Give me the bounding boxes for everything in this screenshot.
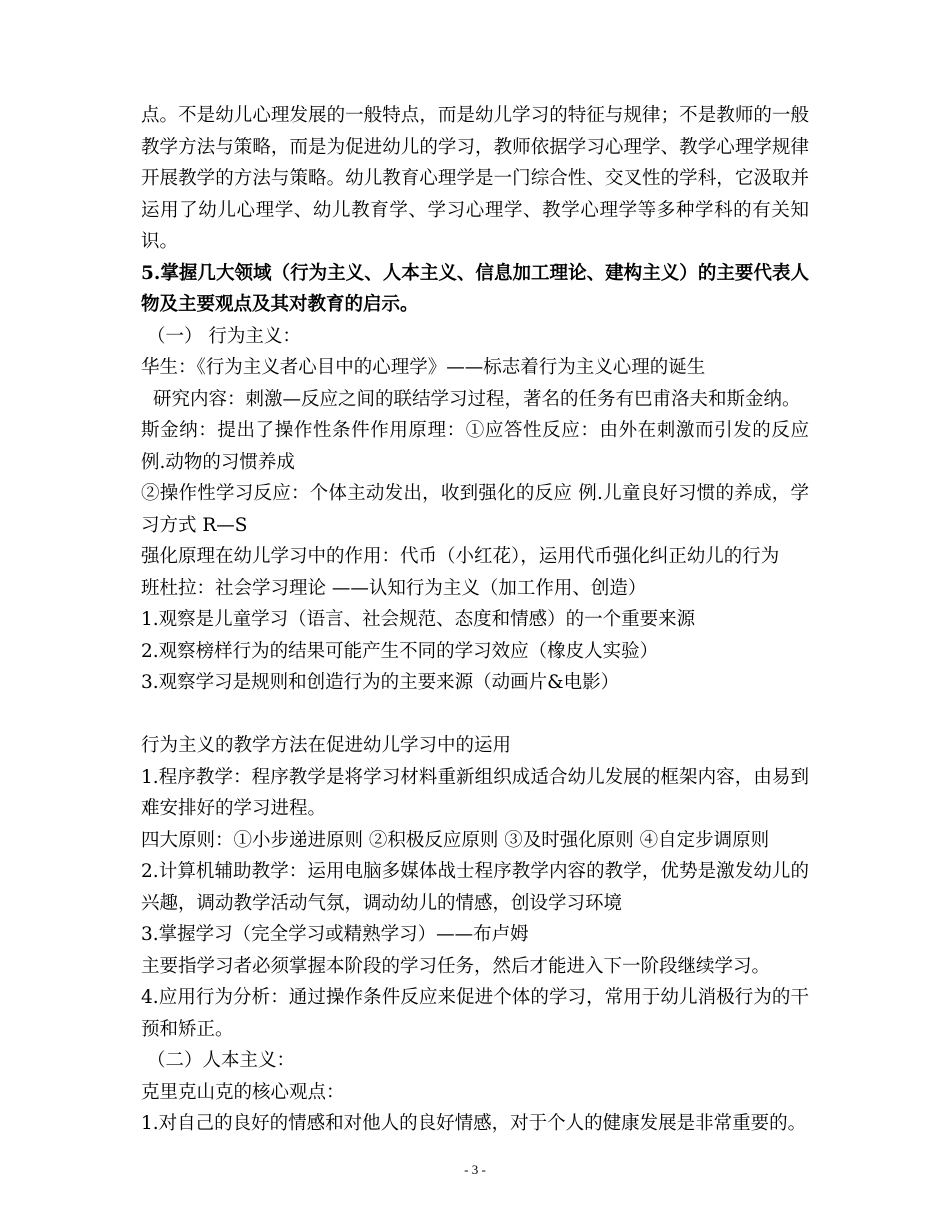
- text-line: 预和矫正。: [141, 1018, 234, 1040]
- text-line: 兴趣，调动教学活动气氛，调动幼儿的情感，创设学习环境: [141, 892, 623, 914]
- text-line: 2.观察榜样行为的结果可能产生不同的学习效应（橡皮人实验）: [141, 640, 659, 662]
- text-line: 3.掌握学习（完全学习或精熟学习）——布卢姆: [141, 924, 529, 945]
- text-line: 华生：《行为主义者心目中的心理学》——标志着行为主义心理的诞生: [141, 357, 706, 378]
- document-page: [141, 100, 809, 1140]
- text-line: 四大原则：①小步递进原则 ②积极反应原则 ③及时强化原则 ④自定步调原则: [141, 829, 770, 851]
- text-line: 运用了幼儿心理学、幼儿教育学、学习心理学、教学心理学等多种学科的有关知: [141, 199, 809, 221]
- text-line: 例.动物的习惯养成: [141, 451, 295, 473]
- text-line: 研究内容：刺激—反应之间的联结学习过程，著名的任务有巴甫洛夫和斯金纳。: [153, 388, 801, 410]
- text-line: 行为主义的教学方法在促进幼儿学习中的运用: [141, 735, 512, 756]
- text-line: 1.观察是儿童学习（语言、社会规范、态度和情感）的一个重要来源: [141, 609, 696, 630]
- text-line: 4.应用行为分析：通过操作条件反应来促进个体的学习，常用于幼儿消极行为的干: [141, 987, 809, 1008]
- text-line: 班杜拉：社会学习理论 ——认知行为主义（加工作用、创造）: [141, 577, 647, 599]
- text-line: 教学方法与策略，而是为促进幼儿的学习，教师依据学习心理学、教学心理学规律: [141, 136, 809, 158]
- text-line: 主要指学习者必须掌握本阶段的学习任务，然后才能进入下一阶段继续学习。: [141, 955, 771, 977]
- text-line: 克里克山克的核心观点：: [141, 1081, 345, 1103]
- text-line: 1.程序教学：程序教学是将学习材料重新组织成适合幼儿发展的框架内容，由易到: [141, 766, 809, 788]
- text-line: 点。不是幼儿心理发展的一般特点，而是幼儿学习的特征与规律；不是教师的一般: [141, 105, 809, 126]
- subsection-heading: （二）人本主义：: [147, 1050, 296, 1071]
- page-number: - 3 -: [464, 1162, 486, 1177]
- text-line: 强化原理在幼儿学习中的作用：代币（小红花），运用代币强化纠正幼儿的行为: [141, 546, 780, 567]
- text-line: 3.观察学习是规则和创造行为的主要来源（动画片&电影）: [141, 672, 620, 693]
- text-line: 习方式 R—S: [141, 514, 248, 536]
- section-heading-cont: 物及主要观点及其对教育的启示。: [141, 294, 419, 315]
- text-line: ②操作性学习反应：个体主动发出，收到强化的反应 例.儿童良好习惯的养成，学: [141, 483, 809, 504]
- text-line: 识。: [141, 231, 179, 252]
- text-line: 2.计算机辅助教学：运用电脑多媒体战士程序教学内容的教学，优势是激发幼儿的: [141, 861, 809, 882]
- text-line: 开展教学的方法与策略。幼儿教育心理学是一门综合性、交叉性的学科，它汲取并: [141, 168, 809, 189]
- text-line: 难安排好的学习进程。: [141, 798, 327, 819]
- subsection-heading: （一） 行为主义：: [147, 325, 301, 347]
- text-line: 1.对自己的良好的情感和对他人的良好情感，对于个人的健康发展是非常重要的。: [141, 1113, 807, 1134]
- section-heading: 5.掌握几大领域（行为主义、人本主义、信息加工理论、建构主义）的主要代表人: [141, 262, 809, 284]
- text-line: 斯金纳：提出了操作性条件作用原理：①应答性反应：由外在刺激而引发的反应: [141, 420, 809, 441]
- blank-line: [141, 699, 809, 731]
